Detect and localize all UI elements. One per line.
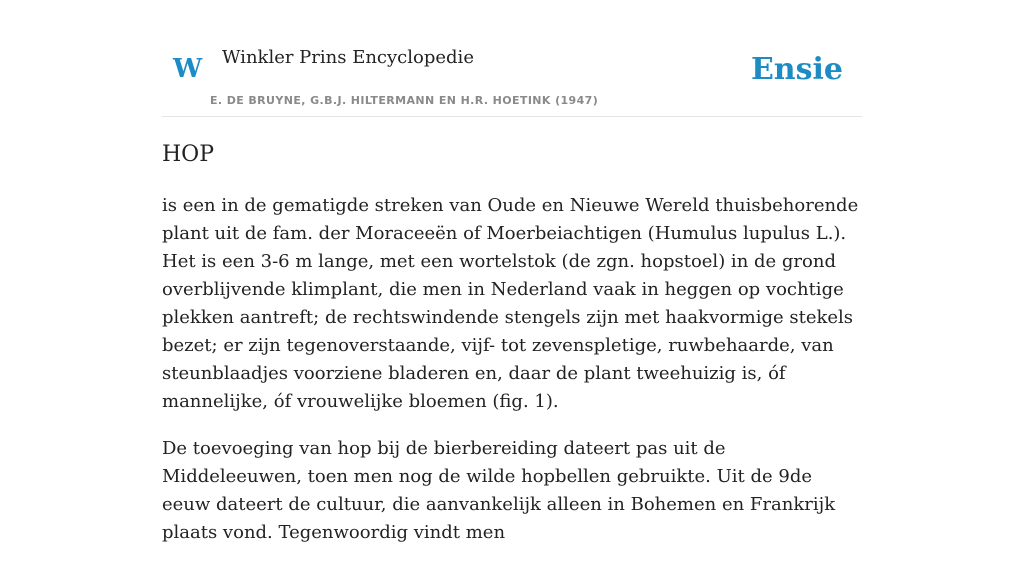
entry-body — [162, 192, 862, 566]
page — [162, 0, 862, 543]
header — [162, 0, 862, 117]
entry-paragraph: De toevoeging van hop bij de bierbereiding dateert pas uit de Middeleeuwen, toen men nog de wilde hopbellen gebruikte. Uit de 9de eeuw dateert de cultuur, die aanvankelijk alleen in Bohemen en Frankrijk plaats vond. Tegenwoordig vindt men — [162, 438, 836, 543]
ensie-logo[interactable]: Ensie — [750, 52, 843, 87]
publication-logo-icon[interactable]: W — [173, 54, 203, 84]
entry-title: HOP — [162, 142, 215, 167]
publication-title[interactable]: Winkler Prins Encyclopedie — [222, 47, 474, 68]
publication-authors: E. DE BRUYNE, G.B.J. HILTERMANN EN H.R. HOETINK (1947) — [210, 94, 599, 107]
entry-paragraph: is een in de gematigde streken van Oude en Nieuwe Wereld thuisbehorende plant uit de fam. der Moraceeën of Moerbeiachtigen (Humulus lupulus L.). Het is een 3-6 m lange, met een wortelstok (de zgn. hopstoel) in de grond overblijvende klimplant, die men in Nederland vaak in heggen op vochtige plekken aantreft; de rechtswindende stengels zijn met haakvormige stekels bezet; er zijn tegenoverstaande, vijf- tot zevenspletige, ruwbehaarde, van steunblaadjes voorziene bladeren en, daar de plant tweehuizig is, óf mannelijke, óf vrouwelijke bloemen (fig. 1). — [162, 195, 859, 412]
